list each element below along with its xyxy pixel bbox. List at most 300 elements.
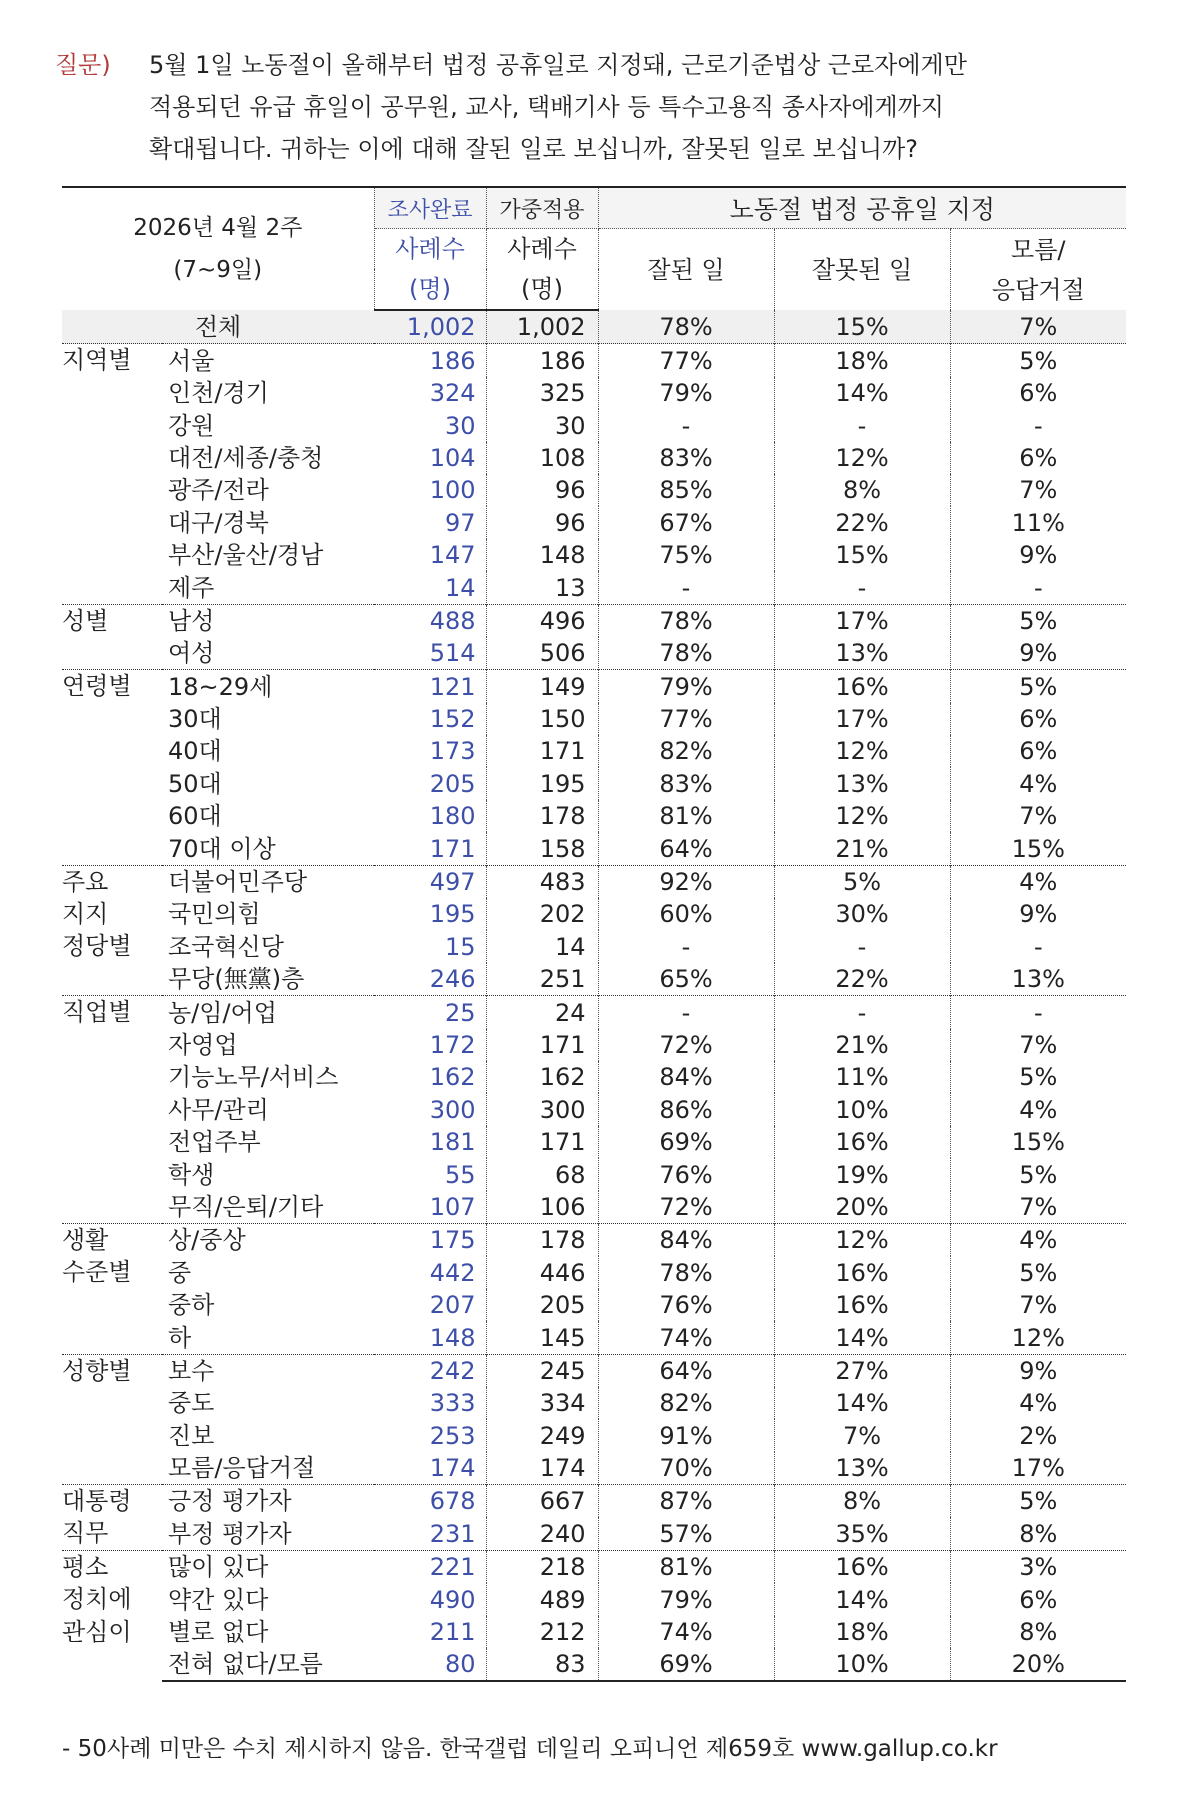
dk-cell: 8% [1019,1519,1058,1548]
row-label: 사무/관리 [168,1095,269,1124]
n-weighted-cell: 24 [486,996,598,1029]
dk-cell: 8% [1019,1618,1058,1647]
n-complete-cell: 231 [374,1517,486,1550]
table-row [62,865,1126,898]
n-weighted-cell: 145 [486,1321,598,1354]
row-label: 긍정 평가자 [162,1485,374,1518]
dk-cell: 9% [1019,541,1058,570]
good-cell: 79% [598,670,774,703]
bad-cell: 13% [774,1452,950,1485]
col-header-dk-line2: 응답거절 [991,275,1085,304]
n-weighted-cell: 245 [486,1354,598,1387]
row-label: 진보 [168,1421,215,1450]
bad-cell: 8% [774,1485,950,1518]
n-complete-label: 사례수 [374,229,486,270]
table-row [62,1126,1126,1158]
dk-cell: 4% [1019,1095,1058,1124]
table-row [62,996,1126,1029]
good-cell: 64% [598,832,774,865]
table-row [62,474,1126,506]
n-complete-cell: 246 [374,963,486,996]
table-row [62,344,1126,377]
good-cell: 72% [598,1029,774,1061]
row-label: 18~29세 [162,670,374,703]
row-label: 제주 [168,573,215,602]
bad-cell: 12% [774,735,950,767]
table-row [62,1256,1126,1288]
dk-cell: 4% [1019,769,1058,798]
n-weighted-cell: 174 [486,1452,598,1485]
row-label: 30대 [168,705,222,734]
col-header-good: 잘된 일 [598,229,774,311]
table-row [62,409,1126,441]
n-complete-cell: 173 [374,735,486,767]
good-cell: - [598,409,774,441]
n-complete-cell: 172 [374,1029,486,1061]
bad-cell: 21% [774,1029,950,1061]
row-label: 자영업 [168,1030,238,1059]
n-complete-cell: 300 [374,1093,486,1125]
bad-cell: 5% [774,865,950,898]
col-header-dk-line1: 모름/ [1011,235,1066,264]
n-weighted-cell: 14 [486,930,598,962]
n-weighted-cell: 148 [486,539,598,571]
n-complete-cell: 121 [374,670,486,703]
good-cell: 91% [598,1419,774,1451]
table-row [62,1289,1126,1321]
group-label: 주요 지지 정당별 [62,865,162,996]
question-group-header: 노동절 법정 공휴일 지정 [598,187,1126,229]
dk-cell: 6% [1019,737,1058,766]
row-label: 더불어민주당 [162,865,374,898]
row-label: 여성 [168,639,215,668]
good-cell: 87% [598,1485,774,1518]
table-row [62,637,1126,670]
table-row [62,1550,1126,1583]
n-complete-cell: 442 [374,1256,486,1288]
dk-cell: 5% [950,670,1126,703]
n-weighted-cell: 171 [486,1029,598,1061]
row-label: 모름/응답거절 [168,1454,316,1483]
footnote: - 50사례 미만은 수치 제시하지 않음. 한국갤럽 데일리 오피니언 제659호 www.gallup.co.kr [62,1736,998,1762]
row-label: 부산/울산/경남 [168,541,324,570]
row-label: 대구/경북 [168,508,269,537]
row-label: 남성 [162,604,374,637]
row-label: 60대 [168,802,222,831]
n-weighted-header: 가중적용 [486,187,598,229]
good-cell: 78% [598,310,774,344]
n-complete-cell: 221 [374,1550,486,1583]
good-cell: 60% [598,898,774,930]
row-label: 기능노무/서비스 [168,1063,339,1092]
n-weighted-cell: 506 [486,637,598,670]
n-weighted-cell: 240 [486,1517,598,1550]
row-label: 대전/세종/충청 [168,443,324,472]
row-label: 인천/경기 [168,379,269,408]
total-row [62,310,1126,344]
n-complete-cell: 181 [374,1126,486,1158]
n-weighted-cell: 83 [486,1648,598,1681]
row-label: 강원 [168,411,215,440]
good-cell: 78% [598,1256,774,1288]
dk-cell: 13% [1011,965,1065,994]
dk-cell: 6% [1019,1585,1058,1614]
dk-cell: 4% [1019,1389,1058,1418]
table-row [62,539,1126,571]
group-label: 지역별 [62,344,162,604]
table-header [62,187,1126,310]
n-weighted-cell: 212 [486,1616,598,1648]
bad-cell: 16% [774,1289,950,1321]
dk-cell: - [1033,573,1043,602]
dk-cell: 4% [950,865,1126,898]
row-label: 농/임/어업 [162,996,374,1029]
table-row [62,1029,1126,1061]
good-cell: 72% [598,1191,774,1224]
dk-cell: 17% [1011,1454,1065,1483]
n-weighted-cell: 149 [486,670,598,703]
row-label: 무직/은퇴/기타 [168,1192,324,1221]
bad-cell: 22% [774,963,950,996]
row-label: 전업주부 [168,1128,261,1157]
n-complete-cell: 15 [374,930,486,962]
table-row [62,442,1126,474]
table-row [62,1093,1126,1125]
results-table [62,186,1126,1682]
n-weighted-cell: 218 [486,1550,598,1583]
n-complete-cell: 242 [374,1354,486,1387]
n-complete-cell: 162 [374,1061,486,1093]
table-row [62,377,1126,409]
table-row [62,963,1126,996]
survey-question [55,44,1135,170]
row-label: 70대 이상 [168,834,276,863]
bad-cell: 12% [774,800,950,832]
dk-cell: 3% [950,1550,1126,1583]
good-cell: 74% [598,1321,774,1354]
bad-cell: 22% [774,506,950,538]
table-row [62,571,1126,604]
good-cell: 78% [598,637,774,670]
dk-cell: 15% [1011,1128,1065,1157]
table-row [62,832,1126,865]
group-label: 연령별 [62,670,162,865]
n-weighted-cell: 489 [486,1583,598,1615]
row-label: 중 [168,1258,192,1287]
good-cell: 92% [598,865,774,898]
table-row [62,1158,1126,1190]
n-complete-cell: 211 [374,1616,486,1648]
table-row [62,735,1126,767]
bad-cell: 35% [774,1517,950,1550]
table-row [62,1321,1126,1354]
dk-cell: 5% [950,344,1126,377]
n-complete-cell: 100 [374,474,486,506]
table-row [62,1354,1126,1387]
bad-cell: 27% [774,1354,950,1387]
n-complete-cell: 324 [374,377,486,409]
bad-cell: 15% [774,310,950,344]
n-weighted-cell: 205 [486,1289,598,1321]
dk-cell: 9% [950,1354,1126,1387]
n-weighted-cell: 300 [486,1093,598,1125]
good-cell: 86% [598,1093,774,1125]
good-cell: 76% [598,1289,774,1321]
table-row [62,604,1126,637]
dk-cell: 6% [1019,379,1058,408]
bad-cell: 30% [774,898,950,930]
table-row [62,1452,1126,1485]
n-complete-cell: 147 [374,539,486,571]
dk-cell: 6% [1019,705,1058,734]
n-complete-cell: 490 [374,1583,486,1615]
good-cell: 81% [598,1550,774,1583]
bad-cell: 16% [774,1550,950,1583]
survey-period [62,187,374,310]
bad-cell: 7% [774,1419,950,1451]
dk-cell: - [1033,932,1043,961]
bad-cell: 11% [774,1061,950,1093]
good-cell: 78% [598,604,774,637]
n-complete-cell: 148 [374,1321,486,1354]
row-label: 40대 [168,737,222,766]
table-row [62,800,1126,832]
n-weighted-cell: 108 [486,442,598,474]
dk-cell: 5% [950,1485,1126,1518]
n-complete-cell: 14 [374,571,486,604]
col-header-bad: 잘못된 일 [774,229,950,311]
group-label: 생활 수준별 [62,1223,162,1354]
dk-cell: 7% [1019,476,1058,505]
bad-cell: 19% [774,1158,950,1190]
table-row [62,1616,1126,1648]
good-cell: 67% [598,506,774,538]
bad-cell: 16% [774,1126,950,1158]
good-cell: 85% [598,474,774,506]
n-weighted-unit: (명) [486,269,598,310]
row-label: 50대 [168,769,222,798]
n-complete-cell: 678 [374,1485,486,1518]
n-complete-cell: 333 [374,1387,486,1419]
n-complete-cell: 152 [374,703,486,735]
n-weighted-cell: 30 [486,409,598,441]
bad-cell: 10% [774,1648,950,1681]
group-label: 대통령 직무 [62,1485,162,1551]
n-weighted-cell: 178 [486,1223,598,1256]
row-label: 부정 평가자 [168,1519,292,1548]
period-line1: 2026년 4월 2주 [133,215,303,241]
good-cell: 79% [598,377,774,409]
bad-cell: 14% [774,377,950,409]
dk-cell: 7% [950,310,1126,344]
good-cell: 79% [598,1583,774,1615]
dk-cell: 7% [1019,802,1058,831]
bad-cell: - [774,571,950,604]
dk-cell: - [1033,411,1043,440]
bad-cell: 18% [774,344,950,377]
row-label: 서울 [162,344,374,377]
col-header-dk [950,229,1126,311]
good-cell: 77% [598,703,774,735]
table-row [62,930,1126,962]
dk-cell: 12% [1011,1323,1065,1352]
group-label: 성향별 [62,1354,162,1485]
table-row [62,703,1126,735]
group-label: 직업별 [62,996,162,1224]
n-complete-cell: 207 [374,1289,486,1321]
n-complete-cell: 171 [374,832,486,865]
row-label: 중도 [168,1389,215,1418]
n-weighted-cell: 483 [486,865,598,898]
row-label: 조국혁신당 [168,932,284,961]
table-row [62,898,1126,930]
dk-cell: 4% [950,1223,1126,1256]
row-label: 전체 [62,310,374,344]
n-weighted-cell: 96 [486,474,598,506]
table-row [62,506,1126,538]
table-row [62,670,1126,703]
bad-cell: 12% [774,1223,950,1256]
n-complete-cell: 107 [374,1191,486,1224]
bad-cell: 8% [774,474,950,506]
table-body [62,310,1126,1681]
n-weighted-cell: 96 [486,506,598,538]
table-row [62,1485,1126,1518]
n-complete-cell: 180 [374,800,486,832]
bad-cell: 15% [774,539,950,571]
good-cell: 57% [598,1517,774,1550]
group-label: 성별 [62,604,162,670]
table-row [62,1648,1126,1681]
n-weighted-label: 사례수 [486,229,598,270]
bad-cell: 13% [774,637,950,670]
dk-cell: - [950,996,1126,1029]
good-cell: 84% [598,1223,774,1256]
good-cell: 75% [598,539,774,571]
group-label: 평소 정치에 관심이 [62,1550,162,1681]
dk-cell: 7% [1019,1291,1058,1320]
n-complete-cell: 104 [374,442,486,474]
dk-cell: 5% [1019,1160,1058,1189]
good-cell: - [598,996,774,1029]
good-cell: 70% [598,1452,774,1485]
good-cell: 64% [598,1354,774,1387]
n-weighted-cell: 68 [486,1158,598,1190]
n-weighted-cell: 186 [486,344,598,377]
bad-cell: 14% [774,1321,950,1354]
table-row [62,767,1126,799]
bad-cell: 13% [774,767,950,799]
row-label: 광주/전라 [168,476,269,505]
dk-cell: 9% [1019,639,1058,668]
good-cell: 84% [598,1061,774,1093]
n-complete-cell: 186 [374,344,486,377]
row-label: 상/중상 [162,1223,374,1256]
good-cell: 83% [598,767,774,799]
row-label: 별로 없다 [168,1618,269,1647]
table-row [62,1223,1126,1256]
n-weighted-cell: 202 [486,898,598,930]
n-weighted-cell: 171 [486,1126,598,1158]
n-complete-unit: (명) [374,269,486,310]
row-label: 중하 [168,1291,215,1320]
bad-cell: 20% [774,1191,950,1224]
bad-cell: 17% [774,604,950,637]
n-complete-cell: 488 [374,604,486,637]
dk-cell: 5% [1019,1258,1058,1287]
n-weighted-cell: 496 [486,604,598,637]
table-row [62,1419,1126,1451]
good-cell: 69% [598,1126,774,1158]
dk-cell: 5% [950,604,1126,637]
row-label: 많이 있다 [162,1550,374,1583]
dk-cell: 20% [950,1648,1126,1681]
row-label: 전혀 없다/모름 [162,1648,374,1681]
table-row [62,1061,1126,1093]
n-complete-cell: 195 [374,898,486,930]
table-row [62,1387,1126,1419]
bad-cell: 14% [774,1583,950,1615]
n-weighted-cell: 13 [486,571,598,604]
dk-cell: 15% [1011,834,1065,863]
n-complete-cell: 97 [374,506,486,538]
dk-cell: 7% [1019,1192,1058,1221]
n-weighted-cell: 150 [486,703,598,735]
n-complete-cell: 55 [374,1158,486,1190]
bad-cell: - [774,409,950,441]
row-label: 보수 [162,1354,374,1387]
table-row [62,1191,1126,1224]
row-label: 약간 있다 [168,1585,269,1614]
dk-cell: 7% [1019,1030,1058,1059]
row-label: 무당(無黨)층 [168,965,305,994]
n-complete-cell: 175 [374,1223,486,1256]
n-weighted-cell: 325 [486,377,598,409]
good-cell: 65% [598,963,774,996]
n-weighted-cell: 249 [486,1419,598,1451]
n-complete-cell: 174 [374,1452,486,1485]
n-weighted-cell: 334 [486,1387,598,1419]
bad-cell: 10% [774,1093,950,1125]
bad-cell: 12% [774,442,950,474]
row-label: 학생 [168,1160,215,1189]
good-cell: 81% [598,800,774,832]
n-weighted-cell: 446 [486,1256,598,1288]
good-cell: 69% [598,1648,774,1681]
good-cell: 74% [598,1616,774,1648]
period-line2: (7~9일) [173,257,263,283]
good-cell: 76% [598,1158,774,1190]
good-cell: 82% [598,1387,774,1419]
bad-cell: - [774,996,950,1029]
good-cell: - [598,571,774,604]
n-complete-cell: 25 [374,996,486,1029]
good-cell: 82% [598,735,774,767]
n-complete-cell: 30 [374,409,486,441]
dk-cell: 11% [1011,508,1065,537]
dk-cell: 6% [1019,443,1058,472]
n-complete-cell: 205 [374,767,486,799]
row-label: 국민의힘 [168,900,261,929]
bad-cell: 16% [774,670,950,703]
bad-cell: 17% [774,703,950,735]
bad-cell: 16% [774,1256,950,1288]
n-weighted-cell: 178 [486,800,598,832]
dk-cell: 9% [1019,900,1058,929]
n-weighted-cell: 1,002 [486,310,598,344]
n-weighted-cell: 106 [486,1191,598,1224]
bad-cell: 21% [774,832,950,865]
